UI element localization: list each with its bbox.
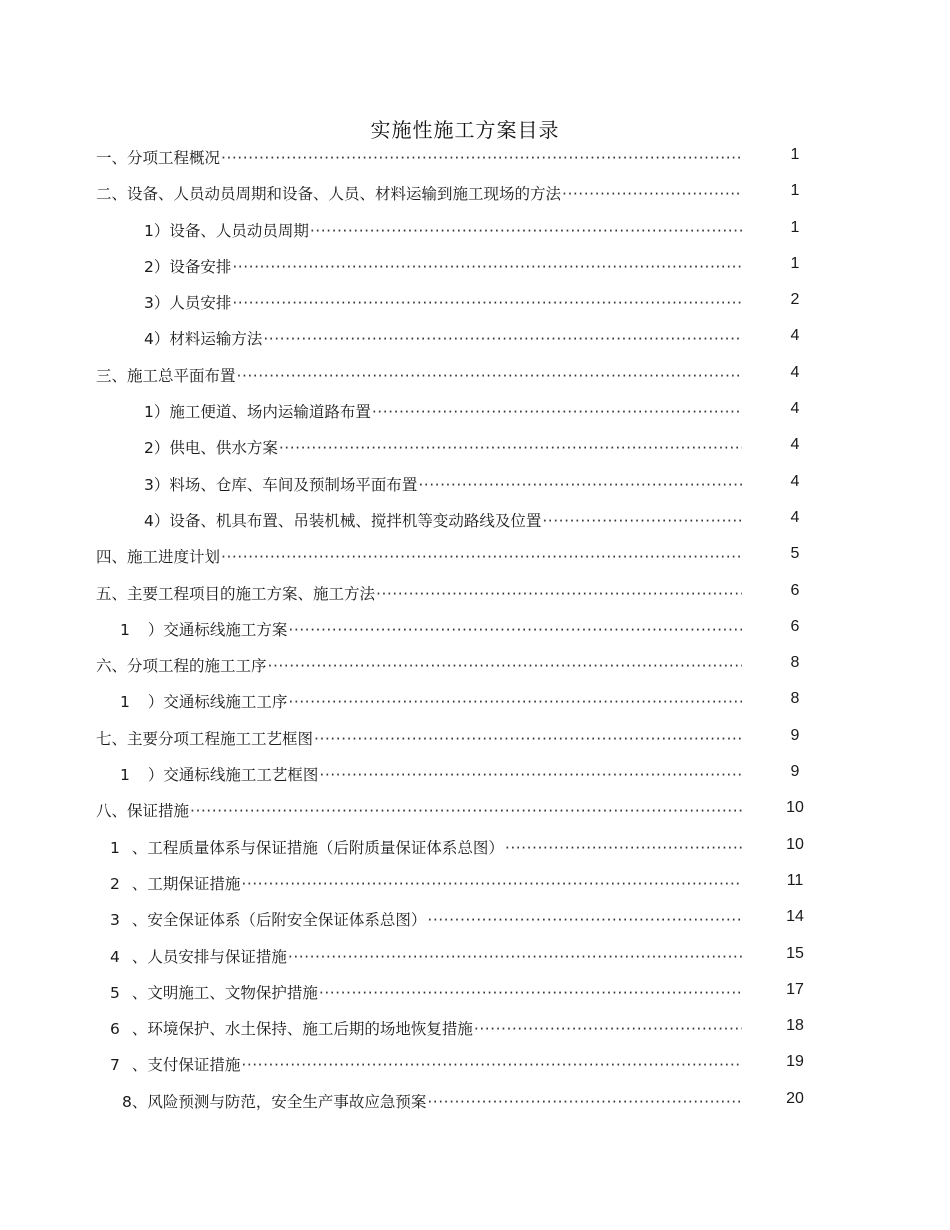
toc-entry-text: 七、主要分项工程施工工艺框图	[96, 729, 314, 748]
toc-page-number: 8	[790, 690, 800, 708]
toc-page-number: 4	[790, 327, 800, 345]
toc-page-number: 6	[790, 581, 800, 599]
toc-entry-line	[96, 582, 742, 604]
toc-entry-text: 五、主要工程项目的施工方案、施工方法	[96, 584, 376, 603]
toc-entry-line	[110, 1053, 742, 1075]
toc-entry[interactable]	[0, 428, 950, 464]
toc-entry-line	[110, 1017, 742, 1039]
dot-leader	[288, 621, 742, 639]
toc-entry-number: 3	[110, 911, 120, 930]
toc-page-number: 17	[786, 980, 804, 998]
toc-entry-line	[96, 799, 742, 821]
toc-entry-line	[110, 836, 742, 858]
toc-entry-label: 、工程质量体系与保证措施（后附质量保证体系总图）	[131, 838, 504, 857]
toc-entry-number: 2	[110, 874, 120, 893]
toc-entry-label: 、文明施工、文物保护措施	[131, 983, 318, 1002]
toc-entry-line	[122, 1090, 742, 1112]
dot-leader	[232, 294, 742, 312]
toc-entry-text: 4）设备、机具布置、吊装机械、搅拌机等变动路线及位置	[144, 511, 542, 530]
toc-entry-text	[110, 981, 318, 1003]
toc-entry[interactable]	[0, 501, 950, 537]
toc-entry-text	[110, 908, 426, 930]
dot-leader	[288, 693, 742, 711]
dot-leader	[505, 839, 742, 857]
toc-page-number: 4	[790, 508, 800, 526]
toc-entry[interactable]	[0, 937, 950, 973]
toc-entry-text	[110, 945, 287, 967]
toc-entry[interactable]	[0, 138, 950, 174]
toc-entry[interactable]	[0, 646, 950, 682]
toc-entry-line	[110, 872, 742, 894]
table-of-contents	[0, 138, 950, 1118]
dot-leader	[241, 1056, 742, 1074]
toc-entry-text: 3）人员安排	[144, 294, 232, 313]
toc-entry-number: 5	[110, 983, 120, 1002]
toc-entry-label: 、工期保证措施	[131, 874, 241, 893]
toc-entry[interactable]	[0, 211, 950, 247]
dot-leader	[474, 1020, 742, 1038]
toc-entry-line	[110, 981, 742, 1003]
dot-leader	[319, 766, 742, 784]
toc-page-number: 18	[786, 1017, 804, 1035]
toc-page-number: 5	[790, 545, 800, 563]
toc-entry[interactable]	[0, 682, 950, 718]
toc-entry-label: ）交通标线施工工序	[147, 693, 288, 712]
toc-entry-number: 6	[110, 1020, 120, 1039]
dot-leader	[542, 512, 742, 530]
toc-entry[interactable]	[0, 319, 950, 355]
dot-leader	[427, 1093, 742, 1111]
toc-page-number: 1	[790, 254, 800, 272]
toc-entry-line	[120, 690, 742, 712]
dot-leader	[268, 657, 742, 675]
toc-entry-text	[110, 836, 504, 858]
toc-page-number: 4	[790, 472, 800, 490]
dot-leader	[562, 185, 742, 203]
toc-entry-text	[110, 1017, 473, 1039]
toc-entry[interactable]	[0, 791, 950, 827]
toc-entry-line	[96, 545, 742, 567]
dot-leader	[237, 367, 742, 385]
toc-entry-text	[110, 872, 240, 894]
toc-entry-text	[120, 690, 287, 712]
toc-entry-text: 八、保证措施	[96, 802, 190, 821]
toc-entry[interactable]	[0, 537, 950, 573]
toc-page-number: 9	[790, 726, 800, 744]
dot-leader	[310, 222, 742, 240]
toc-entry[interactable]	[0, 356, 950, 392]
dot-leader	[288, 948, 742, 966]
dot-leader	[319, 984, 742, 1002]
toc-entry-line	[96, 182, 742, 204]
toc-entry-text: 一、分项工程概况	[96, 149, 221, 167]
toc-entry[interactable]	[0, 465, 950, 501]
toc-entry-line	[110, 945, 742, 967]
toc-entry[interactable]	[0, 755, 950, 791]
dot-leader	[221, 149, 742, 167]
toc-entry[interactable]	[0, 1045, 950, 1081]
toc-page-number: 1	[790, 218, 800, 236]
toc-page-number: 9	[790, 763, 800, 781]
toc-entry-line	[96, 654, 742, 676]
toc-page-number: 2	[790, 291, 800, 309]
toc-entry-line	[110, 908, 742, 930]
toc-entry-number: 7	[110, 1056, 120, 1075]
dot-leader	[279, 439, 742, 457]
toc-entry-text: 1）施工便道、场内运输道路布置	[144, 403, 371, 422]
page-title: 实施性施工方案目录	[370, 118, 560, 142]
toc-page-number: 4	[790, 400, 800, 418]
toc-entry-text: 三、施工总平面布置	[96, 366, 236, 385]
toc-entry-line	[96, 727, 742, 749]
toc-entry-number: 1	[120, 766, 130, 785]
toc-entry[interactable]	[0, 1082, 950, 1118]
toc-entry-line	[96, 364, 742, 386]
toc-page-number: 1	[790, 146, 800, 163]
toc-entry-label: 、支付保证措施	[131, 1056, 241, 1075]
dot-leader	[314, 730, 742, 748]
toc-entry-text: 2）设备安排	[144, 257, 232, 276]
toc-entry-line	[120, 618, 742, 640]
toc-page-number: 19	[786, 1053, 804, 1071]
toc-entry-line	[144, 509, 742, 531]
toc-entry-number: 1	[120, 693, 130, 712]
dot-leader	[232, 258, 742, 276]
toc-entry-number: 1	[120, 620, 130, 639]
toc-entry-text: 2）供电、供水方案	[144, 439, 278, 458]
toc-entry-text: 1）设备、人员动员周期	[144, 221, 309, 240]
toc-page-number: 4	[790, 363, 800, 381]
toc-entry-label: ）交通标线施工方案	[147, 620, 288, 639]
toc-entry[interactable]	[0, 283, 950, 319]
toc-entry[interactable]	[0, 574, 950, 610]
dot-leader	[190, 802, 742, 820]
toc-entry-text: 二、设备、人员动员周期和设备、人员、材料运输到施工现场的方法	[96, 185, 562, 204]
dot-leader	[418, 476, 742, 494]
toc-entry-line	[144, 436, 742, 458]
toc-entry-number: 1	[110, 838, 120, 857]
toc-entry-text	[120, 763, 318, 785]
toc-page-number: 20	[786, 1089, 804, 1107]
toc-entry[interactable]	[0, 1009, 950, 1045]
toc-page-number: 4	[790, 436, 800, 454]
toc-entry[interactable]	[0, 610, 950, 646]
toc-entry-line	[144, 473, 742, 495]
toc-page-number: 15	[786, 944, 804, 962]
toc-page-number: 10	[786, 799, 804, 817]
dot-leader	[372, 403, 742, 421]
toc-entry[interactable]	[0, 719, 950, 755]
toc-entry-text: 四、施工进度计划	[96, 548, 221, 567]
toc-entry[interactable]	[0, 973, 950, 1009]
toc-entry-line	[144, 400, 742, 422]
toc-entry-line	[144, 291, 742, 313]
toc-page-number: 8	[790, 654, 800, 672]
toc-entry-label: 、人员安排与保证措施	[131, 947, 287, 966]
toc-entry[interactable]	[0, 247, 950, 283]
toc-entry-text	[120, 618, 287, 640]
toc-entry-number: 4	[110, 947, 120, 966]
toc-entry-text: 六、分项工程的施工工序	[96, 657, 267, 676]
toc-page-number: 1	[790, 182, 800, 200]
toc-entry-label: ）交通标线施工工艺框图	[147, 766, 319, 785]
toc-entry-line	[120, 763, 742, 785]
toc-entry-label: 、环境保护、水土保持、施工后期的场地恢复措施	[131, 1020, 473, 1039]
toc-entry[interactable]	[0, 864, 950, 900]
toc-entry[interactable]	[0, 174, 950, 210]
toc-entry[interactable]	[0, 392, 950, 428]
toc-entry-line	[144, 327, 742, 349]
toc-entry-label: 、安全保证体系（后附安全保证体系总图）	[131, 911, 427, 930]
dot-leader	[376, 585, 742, 603]
toc-entry-line	[144, 219, 742, 241]
toc-entry-text: 8、风险预测与防范，安全生产事故应急预案	[122, 1092, 427, 1111]
toc-entry-text: 3）料场、仓库、车间及预制场平面布置	[144, 475, 418, 494]
dot-leader	[221, 548, 742, 566]
toc-entry[interactable]	[0, 828, 950, 864]
dot-leader	[427, 911, 742, 929]
toc-entry[interactable]	[0, 900, 950, 936]
toc-page-number: 10	[786, 835, 804, 853]
toc-entry-text: 4）材料运输方法	[144, 330, 263, 349]
toc-entry-line	[144, 255, 742, 277]
toc-page-number: 14	[786, 908, 804, 926]
toc-page-number: 6	[790, 617, 800, 635]
dot-leader	[263, 330, 742, 348]
dot-leader	[241, 875, 742, 893]
toc-entry-text	[110, 1053, 240, 1075]
toc-entry-line	[96, 146, 742, 168]
toc-page-number: 11	[786, 871, 804, 889]
